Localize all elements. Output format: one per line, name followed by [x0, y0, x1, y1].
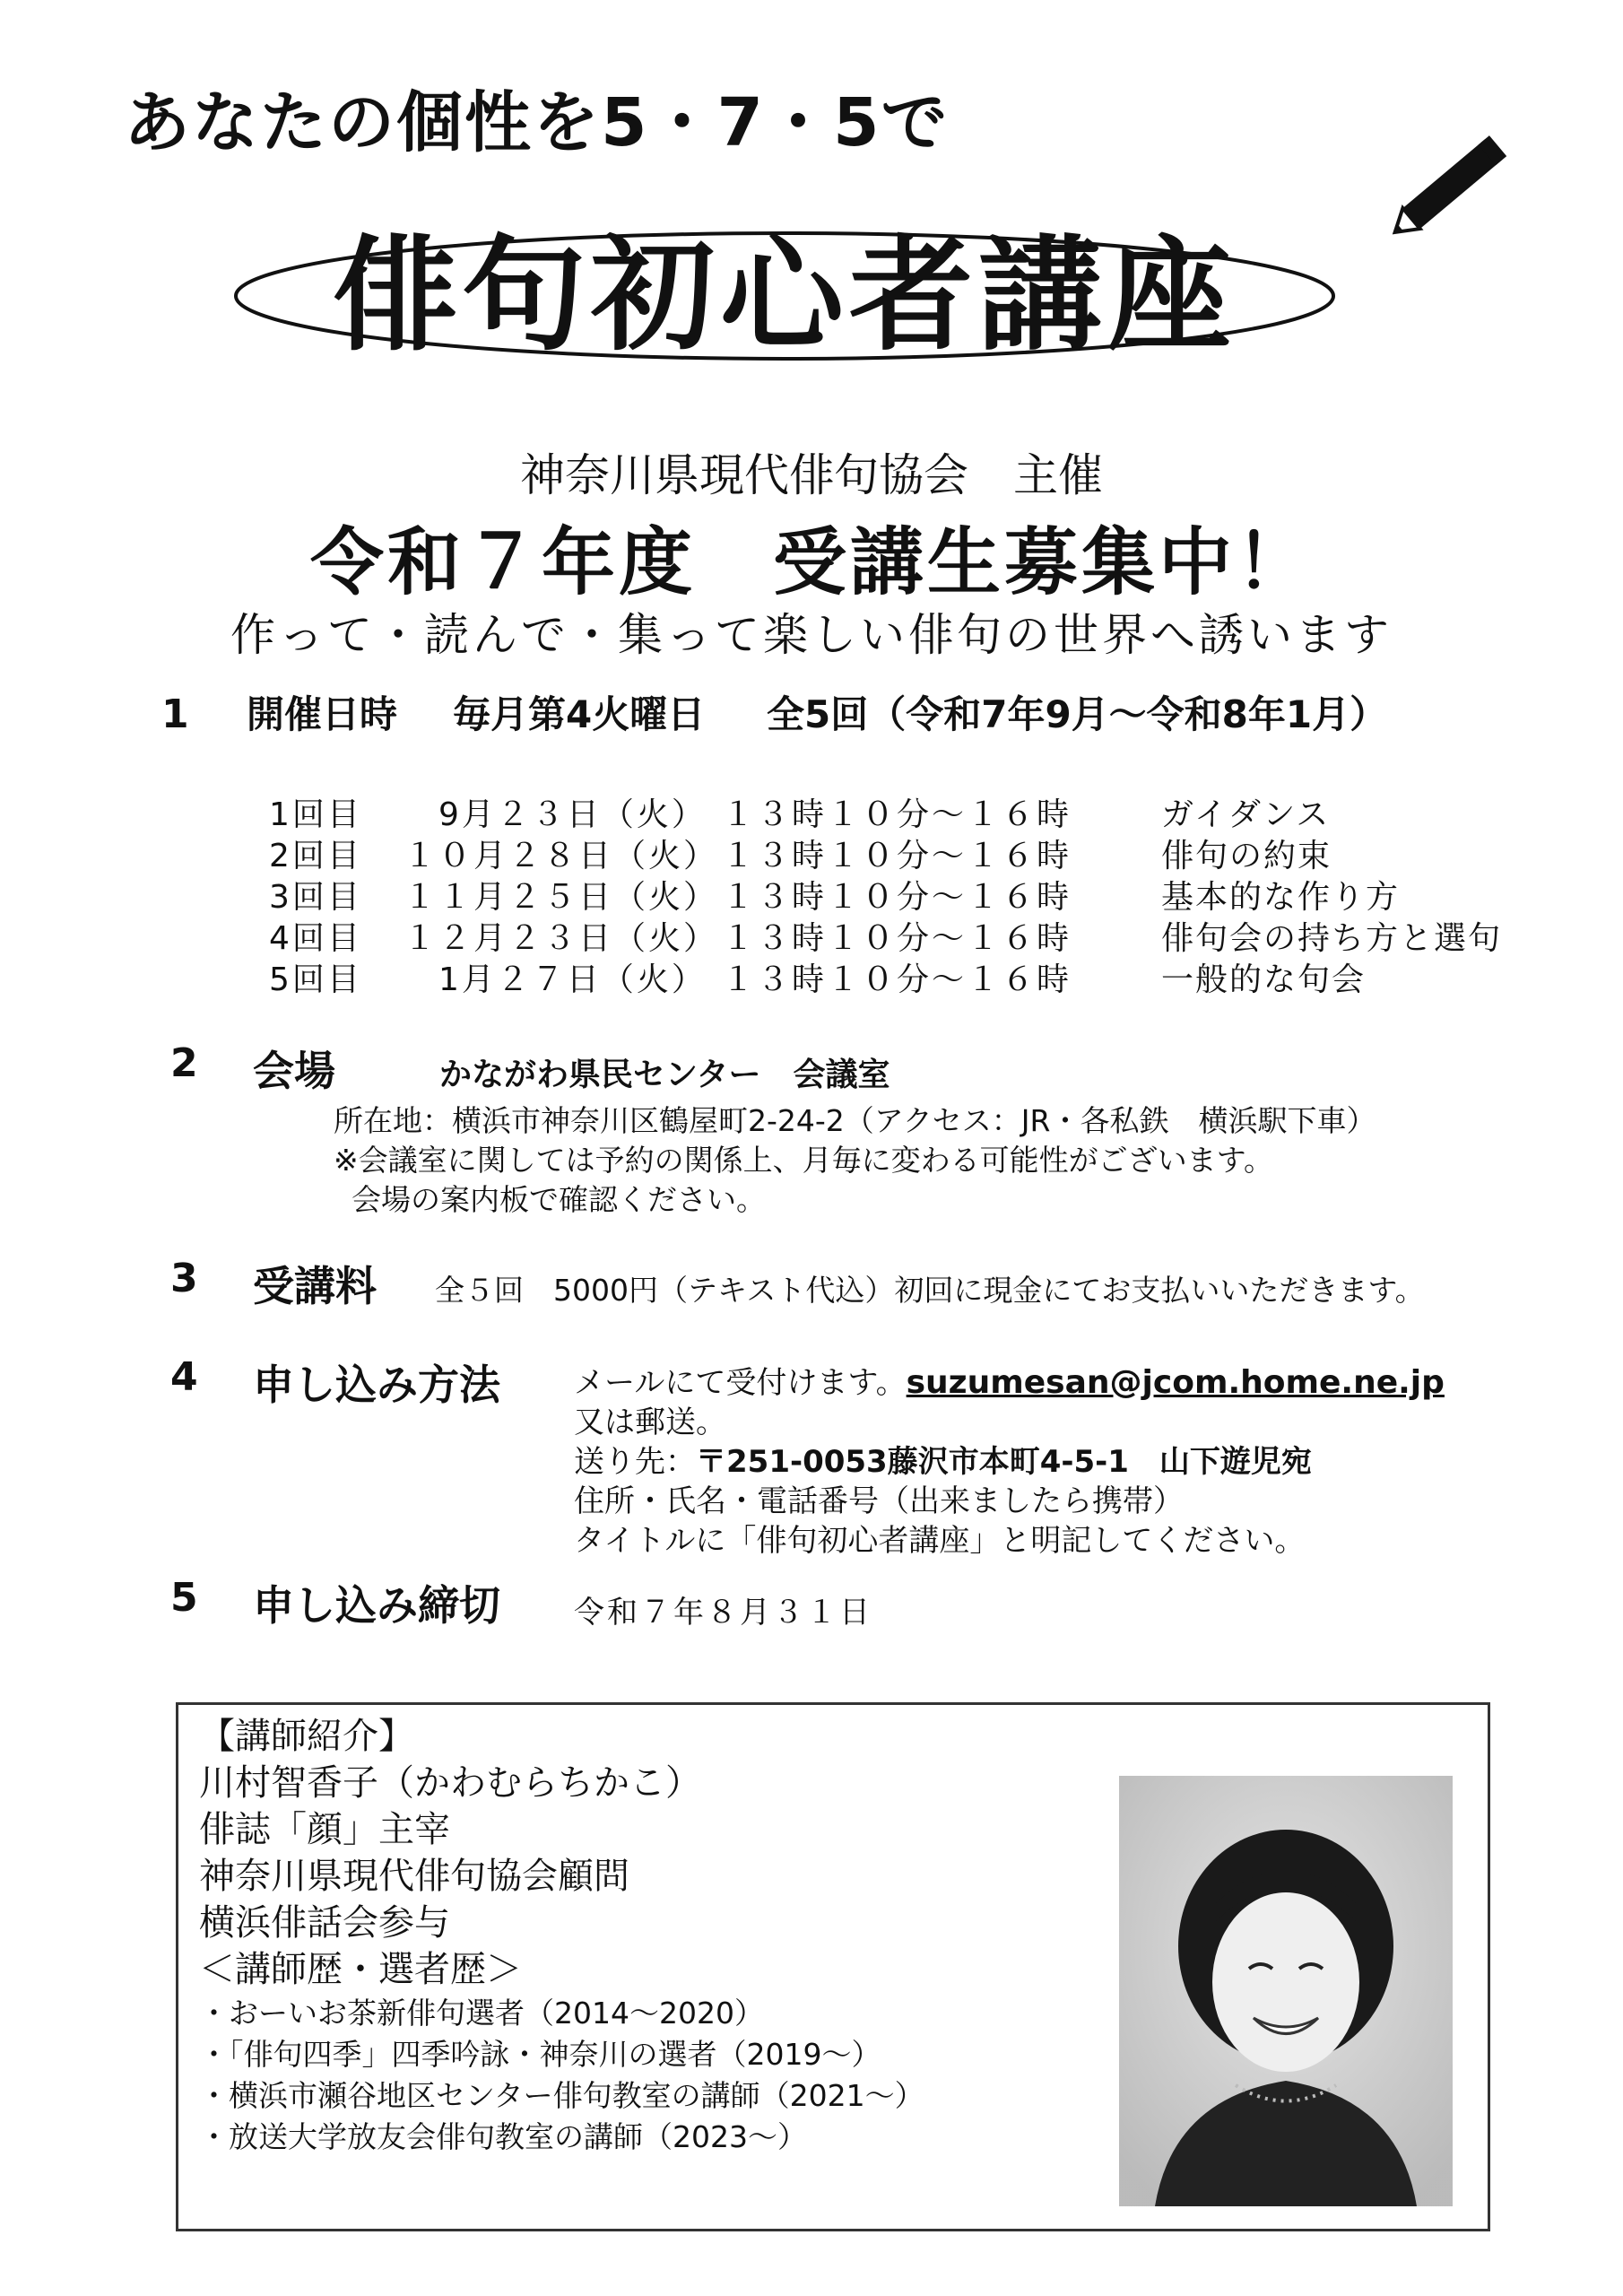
section1-number: 1 — [161, 691, 189, 737]
schedule-row — [269, 954, 1542, 996]
session-time: １３時１０分～１６時 — [722, 961, 1072, 998]
application-details — [574, 1363, 1445, 1561]
application-post: 又は郵送。 — [574, 1405, 726, 1440]
session-topic: ガイダンス — [1161, 796, 1331, 833]
email-link[interactable]: suzumesan@jcom.home.ne.jp — [906, 1364, 1445, 1401]
session-date: 1月２７日（火） — [404, 961, 707, 998]
application-email-label: メールにて受付けます。 — [574, 1365, 907, 1401]
session-topic: 俳句の約束 — [1161, 838, 1332, 874]
session-number: 2回目 — [269, 838, 362, 874]
venue-name: かながわ県民センター 会議室 — [439, 1057, 890, 1093]
session-topic: 基本的な作り方 — [1161, 879, 1401, 916]
session-time: １３時１０分～１６時 — [722, 838, 1072, 874]
session-number: 5回目 — [269, 961, 362, 998]
host-organization: 神奈川県現代俳句協会 主催 — [520, 449, 1103, 501]
section1-count: 全5回（令和7年9月～令和8年1月） — [767, 692, 1388, 736]
schedule-row — [269, 831, 1542, 872]
section2-title: 会場 — [253, 1047, 335, 1095]
history-item: ・「俳句四季」四季吟詠・神奈川の選者（2019～） — [199, 2037, 881, 2072]
schedule-row — [269, 872, 1542, 916]
section2-number: 2 — [170, 1040, 198, 1086]
section4-title: 申し込み方法 — [253, 1361, 500, 1409]
session-number: 1回目 — [269, 796, 362, 833]
instructor-heading: 【講師紹介】 — [199, 1716, 414, 1757]
history-item: ・放送大学放友会俳句教室の講師（2023～） — [199, 2119, 807, 2154]
history-item: ・横浜市瀬谷地区センター俳句教室の講師（2021～） — [199, 2078, 924, 2113]
section1-header — [161, 685, 1387, 739]
headline: 令和７年度 受講生募集中！ — [309, 520, 1313, 605]
session-topic: 一般的な句会 — [1161, 961, 1367, 998]
instructor-role: 横浜俳話会参与 — [199, 1902, 450, 1944]
section3-title: 受講料 — [253, 1262, 377, 1310]
session-topic: 俳句会の持ち方と選句 — [1161, 920, 1503, 957]
session-time: １３時１０分～１６時 — [722, 879, 1072, 916]
page-title: 俳句初心者講座 — [332, 223, 1237, 368]
instructor-role: 俳誌「顔」主宰 — [199, 1809, 450, 1850]
venue-address: 所在地：横浜市神奈川区鶴屋町2-24-2（アクセス：JR・各私鉄 横浜駅下車） — [334, 1103, 1376, 1138]
session-date: １０月２８日（火） — [404, 838, 719, 874]
session-date: 9月２３日（火） — [404, 796, 707, 833]
venue-note-2: 会場の案内板で確認ください。 — [352, 1182, 766, 1217]
fee-text: 全５回 5000円（テキスト代込）初回に現金にてお支払いいただきます。 — [435, 1273, 1425, 1308]
mailing-label: 送り先： — [574, 1444, 696, 1480]
instructor-info — [199, 1713, 924, 2158]
application-required-info: 住所・氏名・電話番号（出来ましたら携帯） — [574, 1483, 1184, 1519]
section5-title: 申し込み締切 — [253, 1581, 500, 1630]
history-item: ・おーいお茶新俳句選者（2014～2020） — [199, 1996, 764, 2031]
session-number: 4回目 — [269, 920, 362, 957]
schedule-row — [269, 913, 1542, 957]
deadline-text: 令和７年８月３１日 — [574, 1595, 872, 1631]
session-time: １３時１０分～１６時 — [722, 796, 1072, 833]
application-title-note: タイトルに「俳句初心者講座」と明記してください。 — [574, 1523, 1306, 1559]
venue-note: ※会議室に関しては予約の関係上、月毎に変わる可能性がございます。 — [334, 1143, 1274, 1178]
pencil-icon — [1372, 117, 1533, 251]
title-banner — [229, 211, 1341, 381]
section3-number: 3 — [170, 1256, 198, 1301]
schedule-table — [269, 789, 1542, 996]
venue-details — [334, 1101, 1376, 1220]
section5-number: 5 — [170, 1575, 198, 1621]
section1-frequency: 毎月第4火曜日 — [453, 692, 706, 736]
session-date: １１月２５日（火） — [404, 879, 719, 916]
section1-title: 開催日時 — [247, 692, 398, 736]
instructor-role: 神奈川県現代俳句協会顧問 — [199, 1856, 629, 1897]
instructor-photo — [1119, 1776, 1453, 2206]
instructor-name: 川村智香子（かわむらちかこ） — [199, 1762, 701, 1804]
subline: 作って・読んで・集って楽しい俳句の世界へ誘います — [230, 609, 1393, 661]
schedule-row — [269, 789, 1542, 831]
tagline: あなたの個性を5・7・5で — [124, 84, 950, 161]
session-date: １２月２３日（火） — [404, 920, 719, 957]
history-heading: ＜講師歴・選者歴＞ — [199, 1949, 522, 1990]
session-time: １３時１０分～１６時 — [722, 920, 1072, 957]
session-number: 3回目 — [269, 879, 362, 916]
section4-number: 4 — [170, 1354, 198, 1400]
mailing-address: 〒251-0053藤沢市本町4-5-1 山下遊児宛 — [696, 1444, 1312, 1480]
